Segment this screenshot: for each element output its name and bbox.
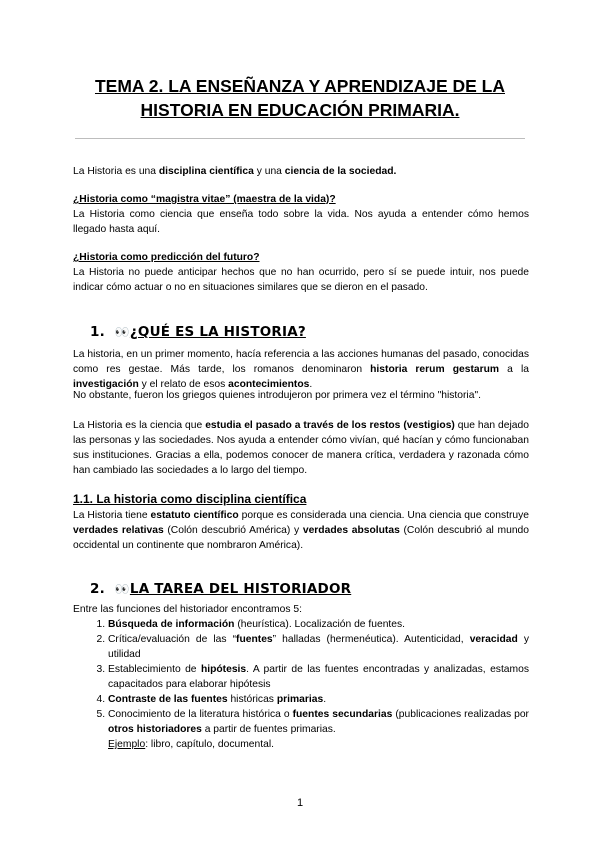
- paragraph-text: (Colón descubrió América) y: [163, 525, 303, 536]
- paragraph-text: y el relato de esos: [138, 379, 229, 390]
- item-text: Establecimiento de: [108, 664, 201, 675]
- list-item: [108, 662, 529, 692]
- example-text: : libro, capítulo, documental.: [145, 739, 274, 750]
- prediccion-heading: [73, 250, 529, 265]
- paragraph-text: porque es considerada una ciencia. Una ciencia que construye: [238, 510, 529, 521]
- page-title: TEMA 2. LA ENSEÑANZA Y APRENDIZAJE DE LA HISTORIA EN EDUCACIÓN PRIMARIA.: [94, 76, 505, 120]
- paragraph-text: .: [309, 379, 313, 390]
- item-text: .: [323, 694, 327, 705]
- section-number: 2.: [90, 581, 105, 597]
- paragraph-text: que han dejado las personas y las sociedades. Nos ayuda a entender cómo vivían, qué hacían y cómo funcionaban sus instituciones. Gracias a ella, podemos conocer de manera crítica, verdadera y razonada cómo han cambiado las sociedades a lo largo del tiempo.: [73, 420, 529, 476]
- section-1-heading: [90, 323, 306, 341]
- paragraph-bold: acontecimientos: [228, 379, 310, 390]
- paragraph-text: La Historia tiene: [73, 510, 151, 521]
- item-bold: hipótesis: [200, 664, 247, 675]
- page-number: 1: [296, 797, 304, 809]
- item-text: históricas: [227, 694, 277, 705]
- paragraph-text: La historia, en un primer momento, hacía referencia a las acciones humanas del pasado, conocidas como res gestae. Más tarde, los romanos denominaron: [73, 349, 529, 375]
- magistra-heading-text: ¿Historia como “magistra vitae” (maestra de la vida)?: [73, 194, 336, 205]
- item-bold: veracidad: [469, 634, 518, 645]
- paragraph-bold: historia rerum gestarum: [370, 364, 500, 375]
- eyes-icon: 👀: [114, 325, 130, 339]
- item-bold: fuentes secundarias: [292, 709, 393, 720]
- item-text: y utilidad: [108, 634, 529, 660]
- item-bold: Contraste de las fuentes: [108, 694, 228, 705]
- item-bold: primarias: [276, 694, 324, 705]
- list-item: [108, 707, 529, 752]
- title-divider: [75, 138, 525, 139]
- paragraph-bold: estatuto científico: [150, 510, 239, 521]
- section-title: LA TAREA DEL HISTORIADOR: [129, 581, 352, 597]
- list-item: [108, 617, 529, 632]
- prediccion-heading-text: ¿Historia como predicción del futuro?: [73, 252, 260, 263]
- item-text: (publicaciones realizadas por: [392, 709, 529, 720]
- prediccion-paragraph: La Historia no puede anticipar hechos que no han ocurrido, pero sí se puede intuir, nos puede indicar cómo actuar o no en situaciones similares que se dieron en el pasado.: [73, 267, 529, 293]
- intro-text: La Historia es una: [73, 166, 159, 177]
- magistra-paragraph: La Historia como ciencia que enseña todo sobre la vida. Nos ayuda a entender cómo hemos llegado hasta aquí.: [73, 209, 529, 235]
- section-2-intro: Entre las funciones del historiador encontramos 5:: [73, 604, 302, 615]
- intro-paragraph: [73, 164, 529, 179]
- list-item: [108, 692, 529, 707]
- section-2-heading: [90, 580, 351, 598]
- example-label: Ejemplo: [108, 739, 146, 750]
- historian-tasks-list: [73, 617, 529, 752]
- item-text: ” halladas (hermenéutica). Autenticidad,: [272, 634, 470, 645]
- item-text: . A partir de las fuentes encontradas y analizadas, estamos capacitados para elaborar hipótesis: [108, 664, 529, 690]
- section-1-paragraph-1: [73, 347, 529, 392]
- item-text: (heurística). Localización de fuentes.: [234, 619, 406, 630]
- section-title: ¿QUÉ ES LA HISTORIA?: [129, 324, 306, 340]
- paragraph-text: La Historia es la ciencia que: [73, 420, 206, 431]
- intro-bold: ciencia de la sociedad.: [284, 166, 397, 177]
- item-bold: otros historiadores: [108, 724, 202, 735]
- item-bold: Búsqueda de información: [108, 619, 235, 630]
- section-1-paragraph-3: [73, 418, 529, 478]
- paragraph-text: a la: [499, 364, 529, 375]
- magistra-heading: [73, 192, 529, 207]
- paragraph-bold: verdades relativas: [73, 525, 164, 536]
- section-1-paragraph-2: No obstante, fueron los griegos quienes introdujeron por primera vez el término "historia".: [73, 390, 481, 401]
- item-bold: fuentes: [236, 634, 273, 645]
- paragraph-bold: investigación: [73, 379, 139, 390]
- paragraph-bold: verdades absolutas: [302, 525, 400, 536]
- item-text: Conocimiento de la literatura histórica o: [108, 709, 293, 720]
- item-text: a partir de fuentes primarias.: [201, 724, 336, 735]
- section-number: 1.: [90, 324, 105, 340]
- paragraph-bold: estudia el pasado a través de los restos (vestigios): [205, 420, 455, 431]
- paragraph-text: (Colón descubrió al mundo occidental un continente que nombraron América).: [73, 525, 530, 551]
- eyes-icon: 👀: [114, 582, 130, 596]
- item-text: Crítica/evaluación de las “: [108, 634, 237, 645]
- intro-bold: disciplina científica: [158, 166, 254, 177]
- list-item: [108, 632, 529, 662]
- section-1-1-paragraph: [73, 508, 529, 553]
- section-1-1-heading: 1.1. La historia como disciplina científica: [73, 492, 307, 506]
- intro-text: y una: [253, 166, 285, 177]
